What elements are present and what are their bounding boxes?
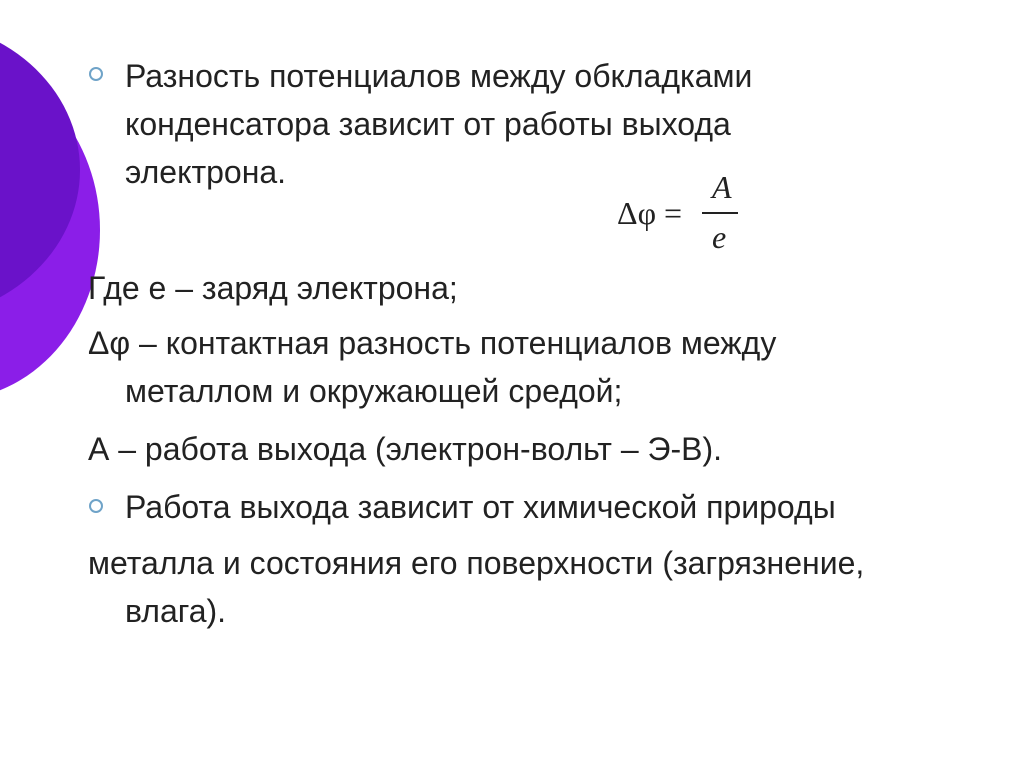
hollow-circle-bullet-icon (89, 67, 103, 81)
bullet1-line2: конденсатора зависит от работы выхода (125, 106, 731, 142)
definition-dphi-line2: металлом и окружающей средой; (125, 373, 623, 409)
work-function-formula (617, 168, 747, 263)
definition-a: А – работа выхода (электрон-вольт – Э-В). (88, 431, 723, 467)
formula-denominator: e (712, 219, 727, 255)
bullet2-line2: металла и состояния его поверхности (загрязнение, (88, 545, 865, 581)
formula-lhs: Δφ = (617, 195, 683, 231)
formula-numerator: A (712, 169, 732, 205)
hollow-circle-bullet-icon (89, 499, 103, 513)
definition-e: Где е – заряд электрона; (88, 270, 458, 306)
formula-fraction-bar (702, 212, 738, 214)
bullet1-line1: Разность потенциалов между обкладками (125, 58, 753, 94)
definition-dphi-line1: Δφ – контактная разность потенциалов между (88, 325, 777, 361)
bullet1-line3: электрона. (125, 154, 287, 190)
bullet2-line3: влага). (125, 593, 227, 629)
bullet2-line1: Работа выхода зависит от химической природы (125, 489, 836, 525)
